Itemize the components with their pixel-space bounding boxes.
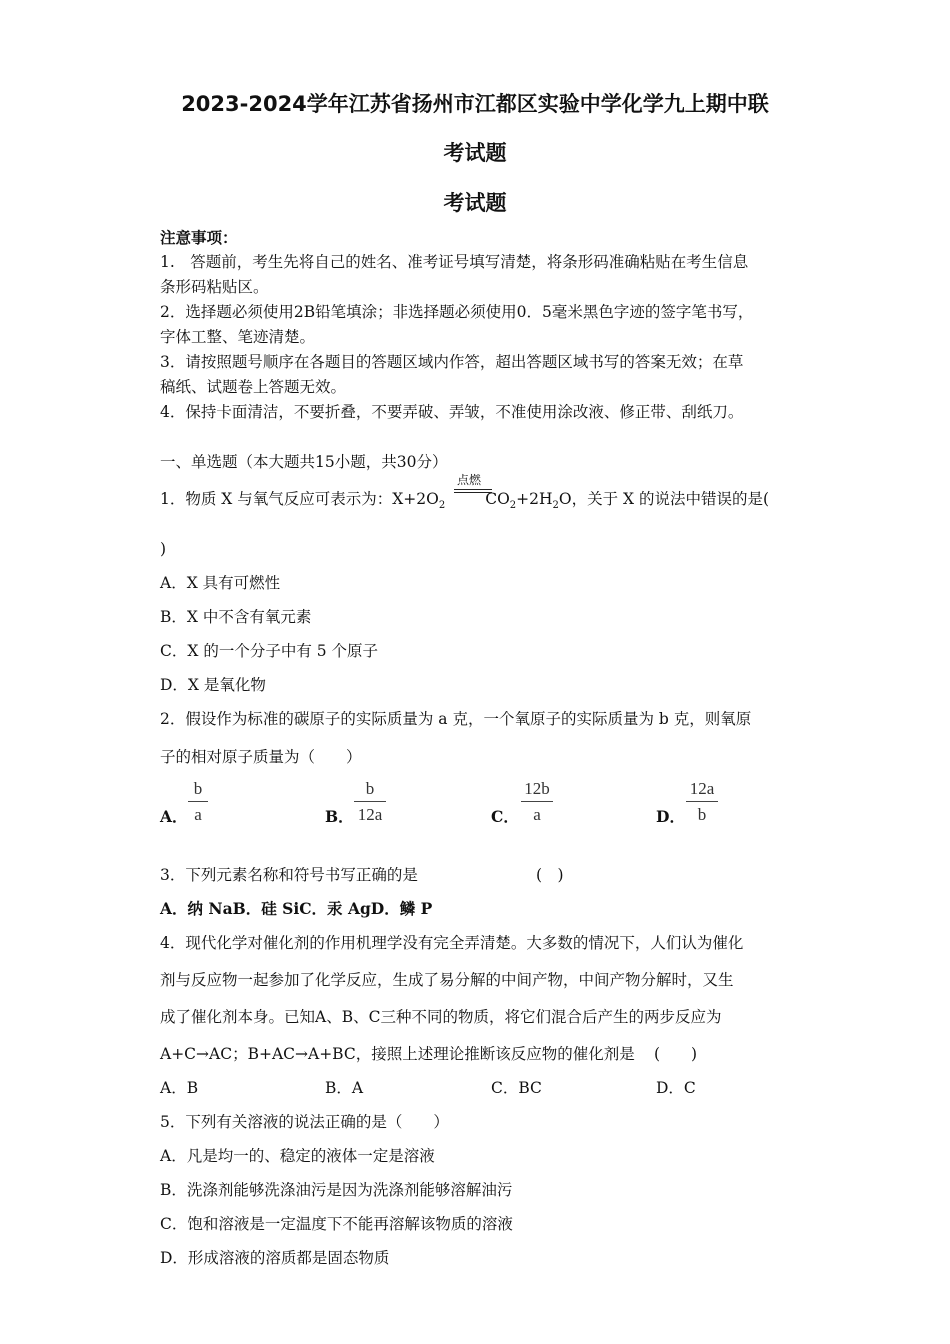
q2-option-c-label: C． <box>491 807 519 826</box>
reaction-arrow-bottom <box>454 492 492 493</box>
q2-option-a-label: A． <box>160 807 188 826</box>
q1-stem-part-c: +2H <box>516 490 553 508</box>
q2-stem-line1: 2．假设作为标准的碳原子的实际质量为 a 克，一个氧原子的实际质量为 b 克，则氧原 <box>160 710 752 728</box>
notice-item-1-cont: 条形码粘贴区。 <box>160 278 269 296</box>
q1-option-d: D．X 是氧化物 <box>160 676 266 694</box>
q4-option-c: C．BC <box>491 1079 542 1097</box>
q3-answer-paren: ( ) <box>536 866 564 884</box>
q2-option-a-denominator: a <box>194 805 202 824</box>
section-heading: 一、单选题（本大题共15小题，共30分） <box>160 453 448 471</box>
notice-item-4: 4．保持卡面清洁，不要折叠，不要弄破、弄皱，不准使用涂改液、修正带、刮纸刀。 <box>160 403 744 421</box>
exam-title-line2: 考试题 <box>443 141 507 165</box>
q2-option-a-numerator: b <box>188 779 208 802</box>
q2-option-d-label: D． <box>656 807 685 826</box>
q5-stem: 5．下列有关溶液的说法正确的是（ ） <box>160 1113 449 1131</box>
q2-option-b-numerator: b <box>354 779 386 802</box>
q1-subscript-o2: 2 <box>438 500 446 512</box>
q2-option-c-denominator: a <box>533 805 541 824</box>
q2-option-b-label: B． <box>325 807 354 826</box>
q4-answer-paren: ( ) <box>654 1045 698 1063</box>
q2-option-d-denominator: b <box>697 805 707 824</box>
exam-title-line1: 2023-2024学年江苏省扬州市江都区实验中学化学九上期中联 <box>181 92 769 116</box>
q4-option-b: B．A <box>325 1079 364 1097</box>
q3-options: A．纳 NaB．硅 SiC．汞 AgD．鳞 P <box>160 899 433 918</box>
q3-stem: 3．下列元素名称和符号书写正确的是 <box>160 866 418 884</box>
q1-stem-part-a: 1．物质 X 与氧气反应可表示为：X+2O <box>160 490 439 508</box>
q5-option-b: B．洗涤剂能够洗涤油污是因为洗涤剂能够溶解油污 <box>160 1181 513 1199</box>
q1-stem-part-d: O，关于 X 的说法中错误的是( <box>558 490 770 508</box>
q2-option-c-fraction <box>521 779 553 825</box>
q5-option-c: C．饱和溶液是一定温度下不能再溶解该物质的溶液 <box>160 1215 513 1233</box>
q4-stem-line1: 4．现代化学对催化剂的作用机理学没有完全弄清楚。大多数的情况下，人们认为催化 <box>160 934 744 952</box>
q4-option-a: A．B <box>160 1079 199 1097</box>
q2-option-b-fraction <box>354 779 386 825</box>
notice-heading: 注意事项： <box>160 228 238 247</box>
q5-option-a: A．凡是均一的、稳定的液体一定是溶液 <box>160 1147 435 1165</box>
reaction-arrow-top <box>454 489 492 490</box>
q2-stem-line2: 子的相对原子质量为（ ） <box>160 748 362 766</box>
q4-stem-line4: A+C→AC；B+AC→A+BC，接照上述理论推断该反应物的催化剂是 <box>160 1045 635 1063</box>
q2-option-d-fraction <box>686 779 718 825</box>
q1-close-paren: ) <box>160 540 167 558</box>
q2-option-b-denominator: 12a <box>357 805 383 824</box>
q1-stem <box>160 489 769 516</box>
notice-item-2: 2．选择题必须使用2B铅笔填涂；非选择题必须使用0．5毫米黑色字迹的签字笔书写， <box>160 303 754 321</box>
q2-option-a-fraction <box>188 779 208 825</box>
notice-item-2-cont: 字体工整、笔迹清楚。 <box>160 328 316 346</box>
q1-option-c: C．X 的一个分子中有 5 个原子 <box>160 642 379 660</box>
q2-option-d-numerator: 12a <box>686 779 718 802</box>
q1-stem-part-b: CO <box>485 490 510 508</box>
notice-item-1: 1. 答题前，考生先将自己的姓名、准考证号填写清楚，将条形码准确粘贴在考生信息 <box>160 253 749 271</box>
notice-item-3: 3．请按照题号顺序在各题目的答题区域内作答，超出答题区域书写的答案无效；在草 <box>160 353 744 371</box>
q1-subscript-co2: 2 <box>509 500 517 512</box>
q1-option-a: A．X 具有可燃性 <box>160 574 281 592</box>
exam-title-line3: 考试题 <box>443 191 507 215</box>
q4-stem-line3: 成了催化剂本身。已知A、B、C三种不同的物质，将它们混合后产生的两步反应为 <box>160 1008 722 1026</box>
q4-option-d: D．C <box>656 1079 696 1097</box>
notice-item-3-cont: 稿纸、试题卷上答题无效。 <box>160 378 347 396</box>
q1-option-b: B．X 中不含有氧元素 <box>160 608 312 626</box>
reaction-condition: 点燃 <box>457 473 482 487</box>
q1-subscript-h2o: 2 <box>552 500 559 512</box>
q4-stem-line2: 剂与反应物一起参加了化学反应，生成了易分解的中间产物，中间产物分解时，又生 <box>160 971 734 989</box>
q2-option-c-numerator: 12b <box>521 779 553 802</box>
q5-option-d: D．形成溶液的溶质都是固态物质 <box>160 1249 390 1267</box>
